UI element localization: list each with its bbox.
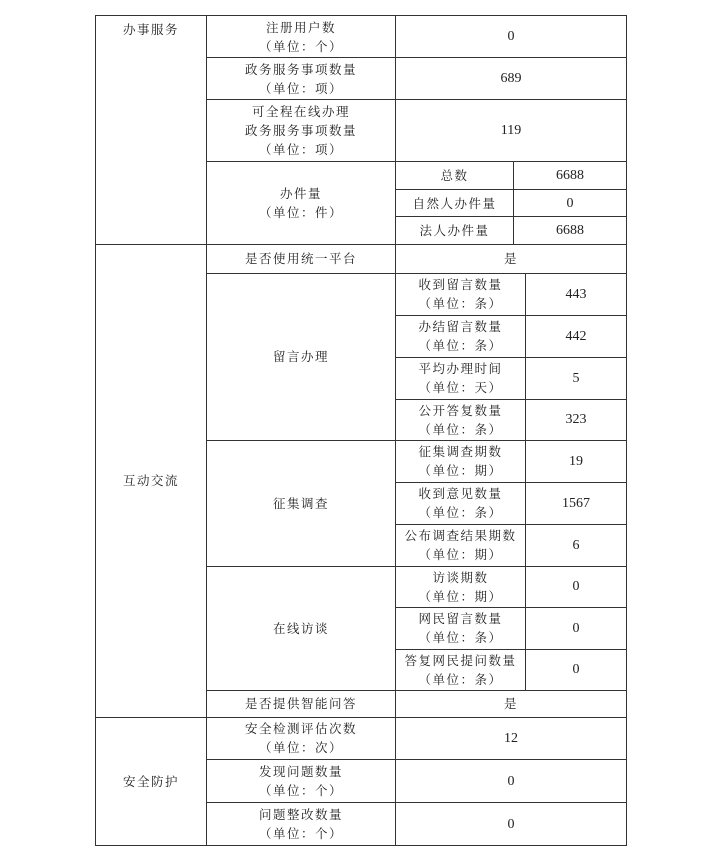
sub-label: 收到意见数量 （单位：条） — [396, 482, 526, 524]
row-label: 可全程在线办理 政务服务事项数量 （单位：项） — [207, 100, 396, 162]
row-label: 问题整改数量 （单位：个） — [207, 803, 396, 846]
sub-value: 323 — [526, 399, 627, 440]
sub-value: 443 — [526, 273, 627, 315]
sub-label: 答复网民提问数量 （单位：条） — [396, 649, 526, 690]
section-service — [95, 15, 627, 245]
sub-label: 收到留言数量 （单位：条） — [396, 273, 526, 315]
row-value: 是 — [396, 690, 627, 717]
sub-label: 总数 — [396, 162, 514, 190]
sub-value: 6 — [526, 524, 627, 566]
row-label: 是否提供智能问答 — [207, 690, 396, 717]
row-value: 0 — [396, 16, 627, 58]
row-label: 发现问题数量 （单位：个） — [207, 760, 396, 803]
row-value: 12 — [396, 718, 627, 760]
sub-label: 办结留言数量 （单位：条） — [396, 315, 526, 357]
group-label: 征集调查 — [207, 440, 396, 566]
sub-value: 1567 — [526, 482, 627, 524]
sub-value: 6688 — [514, 162, 627, 190]
sub-value: 442 — [526, 315, 627, 357]
sub-value: 19 — [526, 440, 627, 482]
sub-label: 法人办件量 — [396, 217, 514, 245]
sub-value: 0 — [526, 607, 627, 649]
sub-value: 0 — [526, 566, 627, 607]
group-label: 在线访谈 — [207, 566, 396, 690]
section-interaction — [95, 245, 627, 718]
sub-value: 5 — [526, 357, 627, 399]
section-security — [95, 718, 627, 847]
group-label: 留言办理 — [207, 273, 396, 440]
sub-value: 0 — [526, 649, 627, 690]
sub-label: 网民留言数量 （单位：条） — [396, 607, 526, 649]
row-value: 689 — [396, 58, 627, 100]
sub-label: 自然人办件量 — [396, 190, 514, 217]
row-value: 119 — [396, 100, 627, 162]
row-value: 是 — [396, 245, 627, 273]
sub-label: 公布调查结果期数 （单位：期） — [396, 524, 526, 566]
sub-label: 公开答复数量 （单位：条） — [396, 399, 526, 440]
row-label: 办件量 （单位：件） — [207, 162, 396, 245]
row-label: 政务服务事项数量 （单位：项） — [207, 58, 396, 100]
sub-label: 征集调查期数 （单位：期） — [396, 440, 526, 482]
category-label: 安全防护 — [96, 718, 207, 846]
row-label: 注册用户数 （单位：个） — [207, 16, 396, 58]
row-label: 是否使用统一平台 — [207, 245, 396, 273]
row-value: 0 — [396, 760, 627, 803]
sub-value: 6688 — [514, 217, 627, 245]
statistics-table — [95, 15, 626, 846]
sub-label: 平均办理时间 （单位：天） — [396, 357, 526, 399]
sub-value: 0 — [514, 190, 627, 217]
category-label: 互动交流 — [96, 245, 207, 717]
sub-label: 访谈期数 （单位：期） — [396, 566, 526, 607]
row-value: 0 — [396, 803, 627, 846]
row-label: 安全检测评估次数 （单位：次） — [207, 718, 396, 760]
category-label: 办事服务 — [96, 16, 207, 245]
